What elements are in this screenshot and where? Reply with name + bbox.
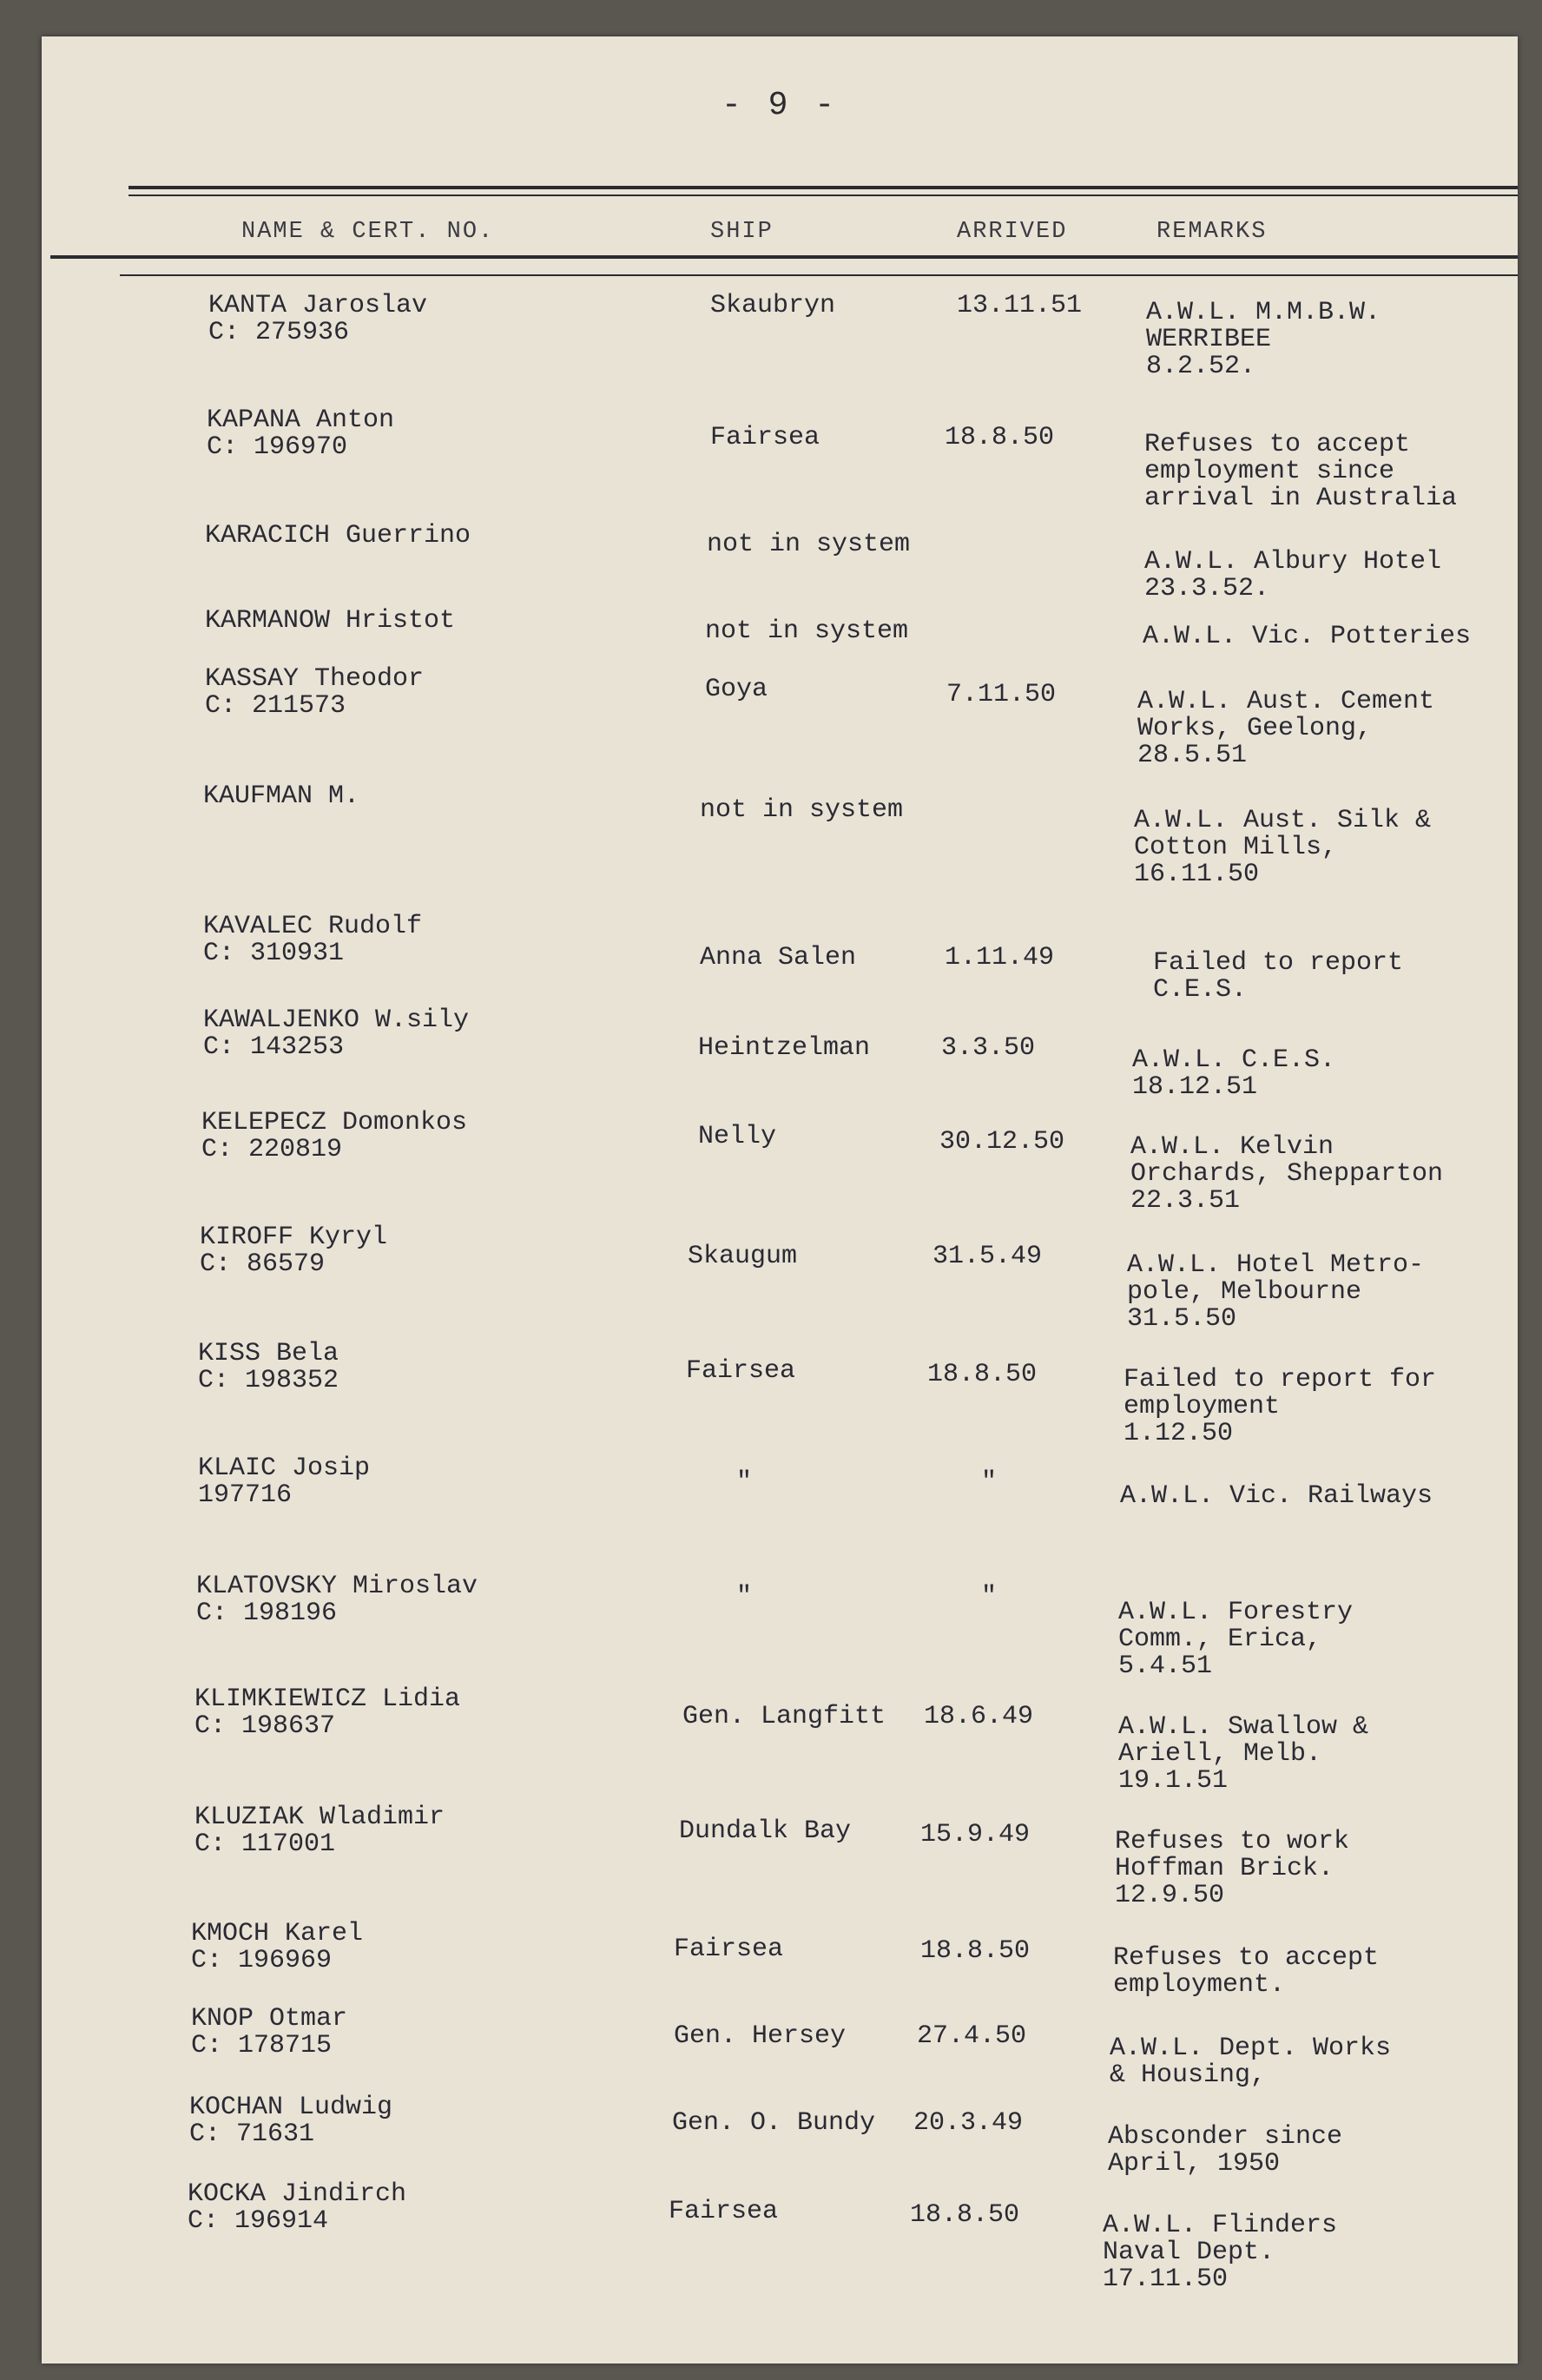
- header-rule-bottom-thin: [120, 274, 1518, 276]
- ship-name: Fairsea: [710, 423, 820, 452]
- ship-name: Heintzelman: [698, 1033, 871, 1063]
- remarks-text: A.W.L. C.E.S. 18.12.51: [1132, 1045, 1336, 1102]
- cert-number: C: 178715: [191, 2031, 333, 2060]
- remarks-text: Failed to report for employment 1.12.50: [1124, 1365, 1437, 1448]
- person-name: KAVALEC Rudolf: [203, 912, 423, 941]
- remarks-text: Refuses to accept employment since arrival in Australia: [1144, 430, 1458, 513]
- person-name: KAWALJENKO W.sily: [203, 1005, 470, 1035]
- ship-name: ": [736, 1582, 753, 1612]
- ship-name: Fairsea: [686, 1356, 796, 1386]
- remarks-text: Absconder since April, 1950: [1108, 2122, 1343, 2179]
- person-name: KLAIC Josip: [198, 1454, 371, 1483]
- arrival-date: 18.6.49: [924, 1702, 1034, 1731]
- ship-name: Anna Salen: [700, 943, 857, 972]
- arrival-date: ": [981, 1582, 998, 1612]
- person-name: KAPANA Anton: [207, 405, 395, 435]
- cert-number: C: 196969: [191, 1946, 333, 1975]
- arrival-date: 3.3.50: [941, 1033, 1036, 1063]
- remarks-text: A.W.L. Flinders Naval Dept. 17.11.50: [1103, 2211, 1338, 2294]
- arrival-date: 18.8.50: [945, 423, 1055, 452]
- header-rule-bottom: [50, 255, 1518, 259]
- column-header-remarks: REMARKS: [1156, 219, 1268, 245]
- arrival-date: 30.12.50: [939, 1127, 1065, 1157]
- person-name: KASSAY Theodor: [205, 664, 425, 694]
- ship-name: Gen. O. Bundy: [672, 2108, 876, 2138]
- person-name: KARACICH Guerrino: [205, 521, 471, 550]
- document-page: [42, 36, 1518, 2364]
- ship-name: Nelly: [698, 1122, 777, 1151]
- remarks-text: A.W.L. Kelvin Orchards, Shepparton 22.3.51: [1130, 1132, 1444, 1216]
- person-name: KOCKA Jindirch: [188, 2179, 407, 2209]
- person-name: KANTA Jaroslav: [208, 291, 428, 320]
- ship-name: ": [736, 1467, 753, 1497]
- arrival-date: 7.11.50: [946, 680, 1057, 709]
- cert-number: C: 211573: [205, 691, 346, 721]
- person-name: KNOP Otmar: [191, 2004, 348, 2034]
- cert-number: C: 117001: [194, 1830, 336, 1859]
- person-name: KIROFF Kyryl: [200, 1223, 388, 1252]
- cert-number: 197716: [198, 1480, 293, 1510]
- cert-number: C: 220819: [201, 1135, 343, 1164]
- arrival-date: 18.8.50: [910, 2200, 1020, 2230]
- cert-number: C: 198196: [196, 1599, 338, 1628]
- arrival-date: ": [981, 1467, 998, 1497]
- arrival-date: 15.9.49: [920, 1820, 1031, 1849]
- ship-name: not in system: [700, 795, 904, 825]
- arrival-date: 13.11.51: [957, 291, 1083, 320]
- ship-name: Fairsea: [674, 1935, 784, 1964]
- header-rule-top: [128, 186, 1518, 189]
- remarks-text: Refuses to work Hoffman Brick. 12.9.50: [1115, 1827, 1350, 1910]
- arrival-date: 27.4.50: [917, 2021, 1027, 2051]
- page-number: - 9 -: [721, 87, 839, 124]
- ship-name: Gen. Hersey: [674, 2021, 847, 2051]
- person-name: KARMANOW Hristot: [205, 606, 456, 636]
- person-name: KLATOVSKY Miroslav: [196, 1572, 478, 1601]
- ship-name: not in system: [707, 530, 911, 559]
- cert-number: C: 198352: [198, 1366, 339, 1395]
- remarks-text: A.W.L. Aust. Silk & Cotton Mills, 16.11.50: [1134, 806, 1432, 889]
- person-name: KISS Bela: [198, 1339, 339, 1368]
- ship-name: Goya: [705, 675, 768, 704]
- cert-number: C: 86579: [200, 1249, 326, 1279]
- person-name: KELEPECZ Domonkos: [201, 1108, 468, 1137]
- person-name: KLUZIAK Wladimir: [194, 1803, 445, 1832]
- cert-number: C: 310931: [203, 939, 345, 968]
- remarks-text: A.W.L. Vic. Potteries: [1143, 622, 1472, 651]
- remarks-text: A.W.L. Hotel Metro- pole, Melbourne 31.5.50: [1127, 1250, 1425, 1334]
- ship-name: Fairsea: [669, 2197, 779, 2226]
- arrival-date: 31.5.49: [932, 1242, 1043, 1271]
- remarks-text: A.W.L. Swallow & Ariell, Melb. 19.1.51: [1118, 1712, 1369, 1796]
- arrival-date: 20.3.49: [913, 2108, 1024, 2138]
- remarks-text: Failed to report C.E.S.: [1153, 948, 1404, 1005]
- person-name: KOCHAN Ludwig: [189, 2093, 393, 2122]
- ship-name: Skaugum: [688, 1242, 798, 1271]
- cert-number: C: 196970: [207, 432, 348, 462]
- remarks-text: A.W.L. Albury Hotel 23.3.52.: [1144, 547, 1442, 603]
- remarks-text: Refuses to accept employment.: [1113, 1943, 1380, 2000]
- remarks-text: A.W.L. Dept. Works & Housing,: [1110, 2034, 1392, 2090]
- column-header-name: NAME & CERT. NO.: [241, 219, 495, 245]
- remarks-text: A.W.L. Vic. Railways: [1120, 1481, 1433, 1511]
- arrival-date: 18.8.50: [920, 1936, 1031, 1966]
- remarks-text: A.W.L. M.M.B.W. WERRIBEE 8.2.52.: [1146, 298, 1381, 381]
- ship-name: Skaubryn: [710, 291, 836, 320]
- person-name: KMOCH Karel: [191, 1919, 364, 1948]
- arrival-date: 1.11.49: [945, 943, 1055, 972]
- header-rule-top-thin: [128, 194, 1518, 196]
- arrival-date: 18.8.50: [927, 1360, 1038, 1389]
- remarks-text: A.W.L. Forestry Comm., Erica, 5.4.51: [1118, 1598, 1354, 1681]
- person-name: KAUFMAN M.: [203, 781, 360, 811]
- ship-name: Gen. Langfitt: [682, 1702, 886, 1731]
- cert-number: C: 198637: [194, 1711, 336, 1741]
- column-header-ship: SHIP: [710, 219, 774, 245]
- cert-number: C: 275936: [208, 318, 350, 347]
- ship-name: Dundalk Bay: [679, 1816, 852, 1846]
- person-name: KLIMKIEWICZ Lidia: [194, 1684, 461, 1714]
- cert-number: C: 71631: [189, 2120, 315, 2149]
- column-header-arrived: ARRIVED: [957, 219, 1068, 245]
- cert-number: C: 143253: [203, 1032, 345, 1062]
- cert-number: C: 196914: [188, 2206, 329, 2236]
- ship-name: not in system: [705, 616, 909, 646]
- remarks-text: A.W.L. Aust. Cement Works, Geelong, 28.5.51: [1137, 687, 1435, 770]
